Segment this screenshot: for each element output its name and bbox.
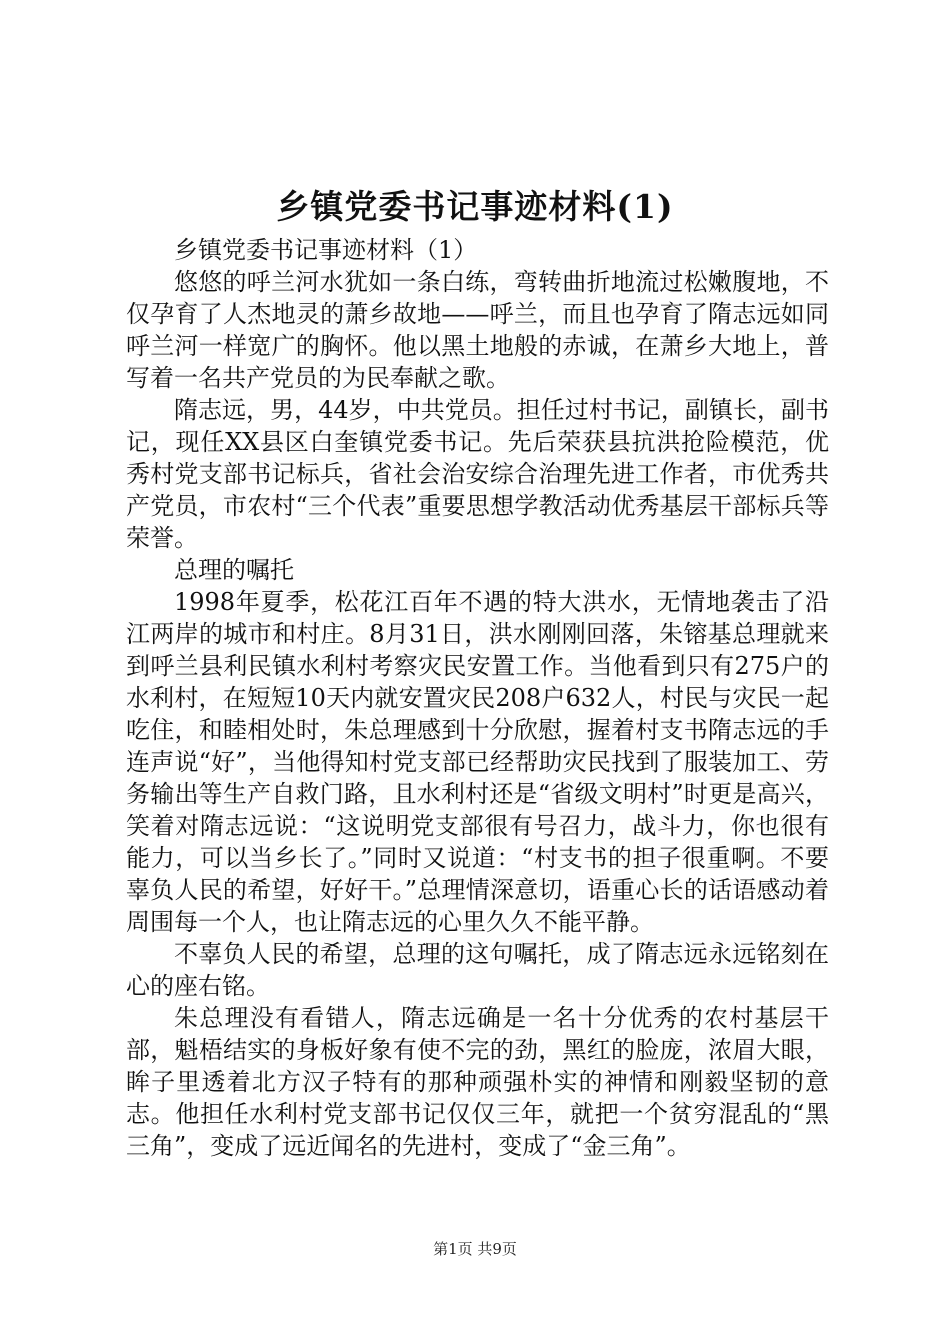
paragraph-flood: 1998年夏季，松花江百年不遇的特大洪水，无情地袭击了沿江两岸的城市和村庄。8月31日，洪水刚刚回落，朱镕基总理就来到呼兰县利民镇水利村考察灾民安置工作。当他看到只有275户的水利村，在短短10天内就安置灾民208户632人，村民与灾民一起吃住，和睦相处时，朱总理感到十分欣慰，握着村支书隋志远的手连声说“好”，当他得知村党支部已经帮助灾民找到了服装加工、劳务输出等生产自救门路，且水利村还是“省级文明村”时更是高兴，笑着对隋志远说：“这说明党支部很有号召力，战斗力，你也很有能力，可以当乡长了。”同时又说道：“村支书的担子很重啊。不要辜负人民的希望，好好干。”总理情深意切，语重心长的话语感动着周围每一个人，也让隋志远的心里久久不能平静。: [126, 588, 829, 936]
page-number: 第1页 共9页: [433, 1240, 517, 1258]
paragraph-profile: 隋志远，男，44岁，中共党员。担任过村书记，副镇长，副书记，现任XX县区白奎镇党委书记。先后荣获县抗洪抢险模范，优秀村党支部书记标兵，省社会治安综合治理先进工作者，市优秀共产党员，市农村“三个代表”重要思想学教活动优秀基层干部标兵等荣誉。: [126, 396, 829, 552]
document-body: [126, 234, 829, 1162]
paragraph-subtitle: 乡镇党委书记事迹材料（1）: [174, 236, 478, 264]
paragraph-intro: 悠悠的呼兰河水犹如一条白练，弯转曲折地流过松嫩腹地，不仅孕育了人杰地灵的萧乡故地——呼兰，而且也孕育了隋志远如同呼兰河一样宽广的胸怀。他以黑土地般的赤诚，在萧乡大地上，普写着一名共产党员的为民奉献之歌。: [126, 268, 829, 392]
document-title: 乡镇党委书记事迹材料(1): [276, 187, 674, 226]
paragraph-motto: 不辜负人民的希望，总理的这句嘱托，成了隋志远永远铭刻在心的座右铭。: [126, 940, 829, 1000]
section-heading: 总理的嘱托: [174, 556, 294, 584]
paragraph-character: 朱总理没有看错人，隋志远确是一名十分优秀的农村基层干部，魁梧结实的身板好象有使不完的劲，黑红的脸庞，浓眉大眼，眸子里透着北方汉子特有的那种顽强朴实的神情和刚毅坚韧的意志。他担任水利村党支部书记仅仅三年，就把一个贫穷混乱的“黑三角”，变成了远近闻名的先进村，变成了“金三角”。: [126, 1004, 829, 1160]
